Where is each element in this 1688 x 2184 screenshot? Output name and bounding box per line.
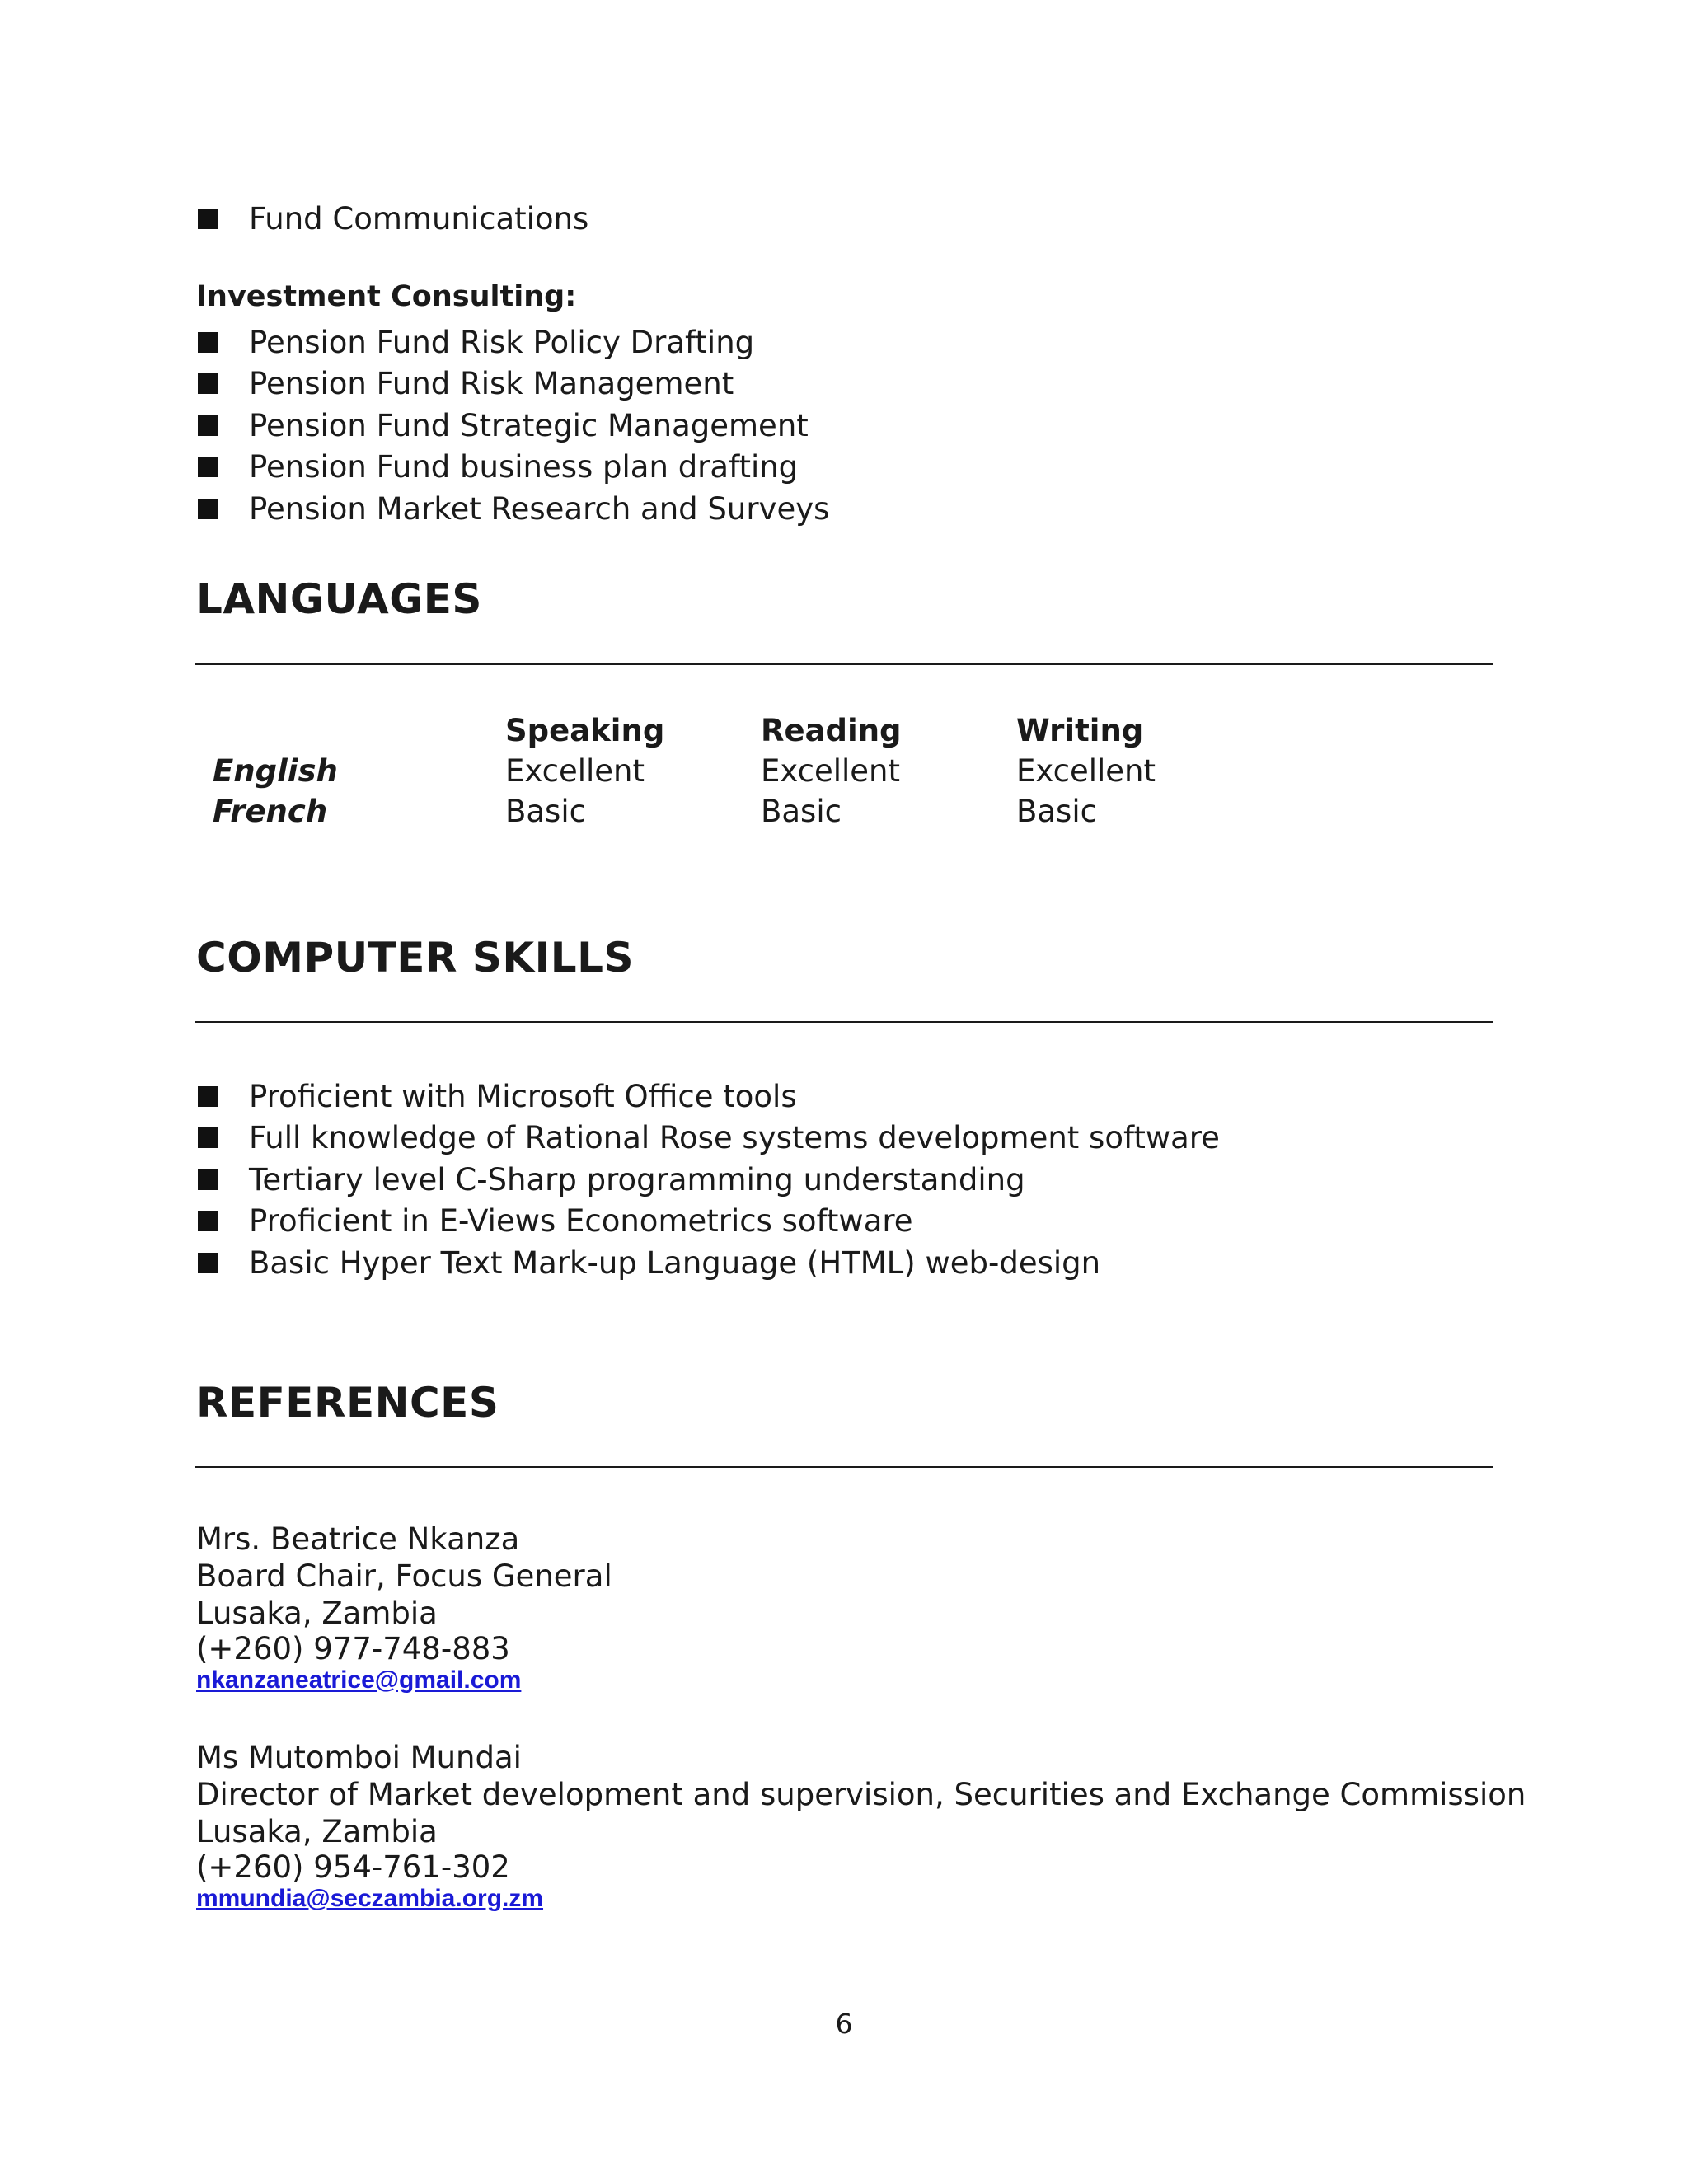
reference-phone: (+260) 977-748-883 [196,1631,510,1666]
list-item [198,363,829,405]
languages-header-row [198,710,1272,751]
list-item [198,447,829,489]
list-item [198,1159,1220,1201]
computer-skills-list [198,1076,1220,1284]
list-item [198,1201,1220,1243]
reference-email-link[interactable]: nkanzaneatrice@gmail.com [196,1666,522,1694]
reference-position: Director of Market development and supervision, Securities and Exchange Commission [196,1777,1526,1812]
reference-location: Lusaka, Zambia [196,1596,438,1631]
list-item-text: Pension Fund Risk Management [249,366,734,402]
square-bullet-icon [198,415,218,436]
writing-level: Excellent [1016,753,1156,789]
top-bullet-list [198,198,588,240]
references-title: REFERENCES [196,1379,499,1427]
list-item-text: Proficient in E-Views Econometrics software [249,1203,913,1240]
investment-consulting-heading: Investment Consulting: [196,280,577,313]
square-bullet-icon [198,499,218,519]
square-bullet-icon [198,373,218,394]
square-bullet-icon [198,1127,218,1148]
list-item-text: Tertiary level C-Sharp programming understanding [249,1161,1025,1197]
speaking-level: Excellent [505,753,645,789]
investment-consulting-list [198,321,829,530]
list-item [198,321,829,363]
writing-level: Basic [1016,794,1097,829]
list-item-text: Pension Fund Risk Policy Drafting [249,324,755,360]
header-speaking: Speaking [505,713,665,748]
language-name: French [213,794,328,829]
reading-level: Basic [761,794,842,829]
square-bullet-icon [198,332,218,353]
square-bullet-icon [198,1211,218,1231]
list-item [198,1118,1220,1160]
square-bullet-icon [198,209,218,229]
reading-level: Excellent [761,753,901,789]
reference-phone: (+260) 954-761-302 [196,1849,510,1885]
list-item-text: Pension Fund Strategic Management [249,407,809,443]
reference-entry [196,1521,612,1695]
square-bullet-icon [198,1169,218,1190]
computer-skills-divider [195,1021,1493,1023]
list-item-text: Pension Market Research and Surveys [249,490,830,527]
list-item [198,1242,1220,1284]
list-item [198,488,829,530]
list-item-text: Proficient with Microsoft Office tools [249,1078,797,1114]
list-item-text: Pension Fund business plan drafting [249,449,799,485]
reference-name: Ms Mutomboi Mundai [196,1740,522,1775]
computer-skills-title: COMPUTER SKILLS [196,934,634,982]
reference-location: Lusaka, Zambia [196,1814,438,1849]
languages-divider [195,663,1493,665]
languages-table [198,710,1272,832]
list-item [198,198,588,240]
square-bullet-icon [198,1086,218,1107]
square-bullet-icon [198,1253,218,1273]
square-bullet-icon [198,457,218,477]
page-number: 6 [835,2008,853,2040]
language-name: English [213,753,338,789]
table-row [198,751,1272,791]
reference-name: Mrs. Beatrice Nkanza [196,1521,520,1557]
reference-position: Board Chair, Focus General [196,1558,612,1594]
references-divider [195,1466,1493,1468]
header-writing: Writing [1016,713,1144,748]
languages-header-empty [198,710,505,751]
table-row [198,791,1272,832]
list-item [198,1076,1220,1118]
reference-entry [196,1739,1526,1914]
list-item-text: Basic Hyper Text Mark-up Language (HTML) web-design [249,1244,1101,1281]
list-item-text: Full knowledge of Rational Rose systems development software [249,1120,1220,1156]
reference-email-link[interactable]: mmundia@seczambia.org.zm [196,1885,544,1912]
header-reading: Reading [761,713,902,748]
list-item [198,405,829,447]
speaking-level: Basic [505,794,586,829]
list-item-text: Fund Communications [249,200,589,237]
languages-title: LANGUAGES [196,575,482,623]
